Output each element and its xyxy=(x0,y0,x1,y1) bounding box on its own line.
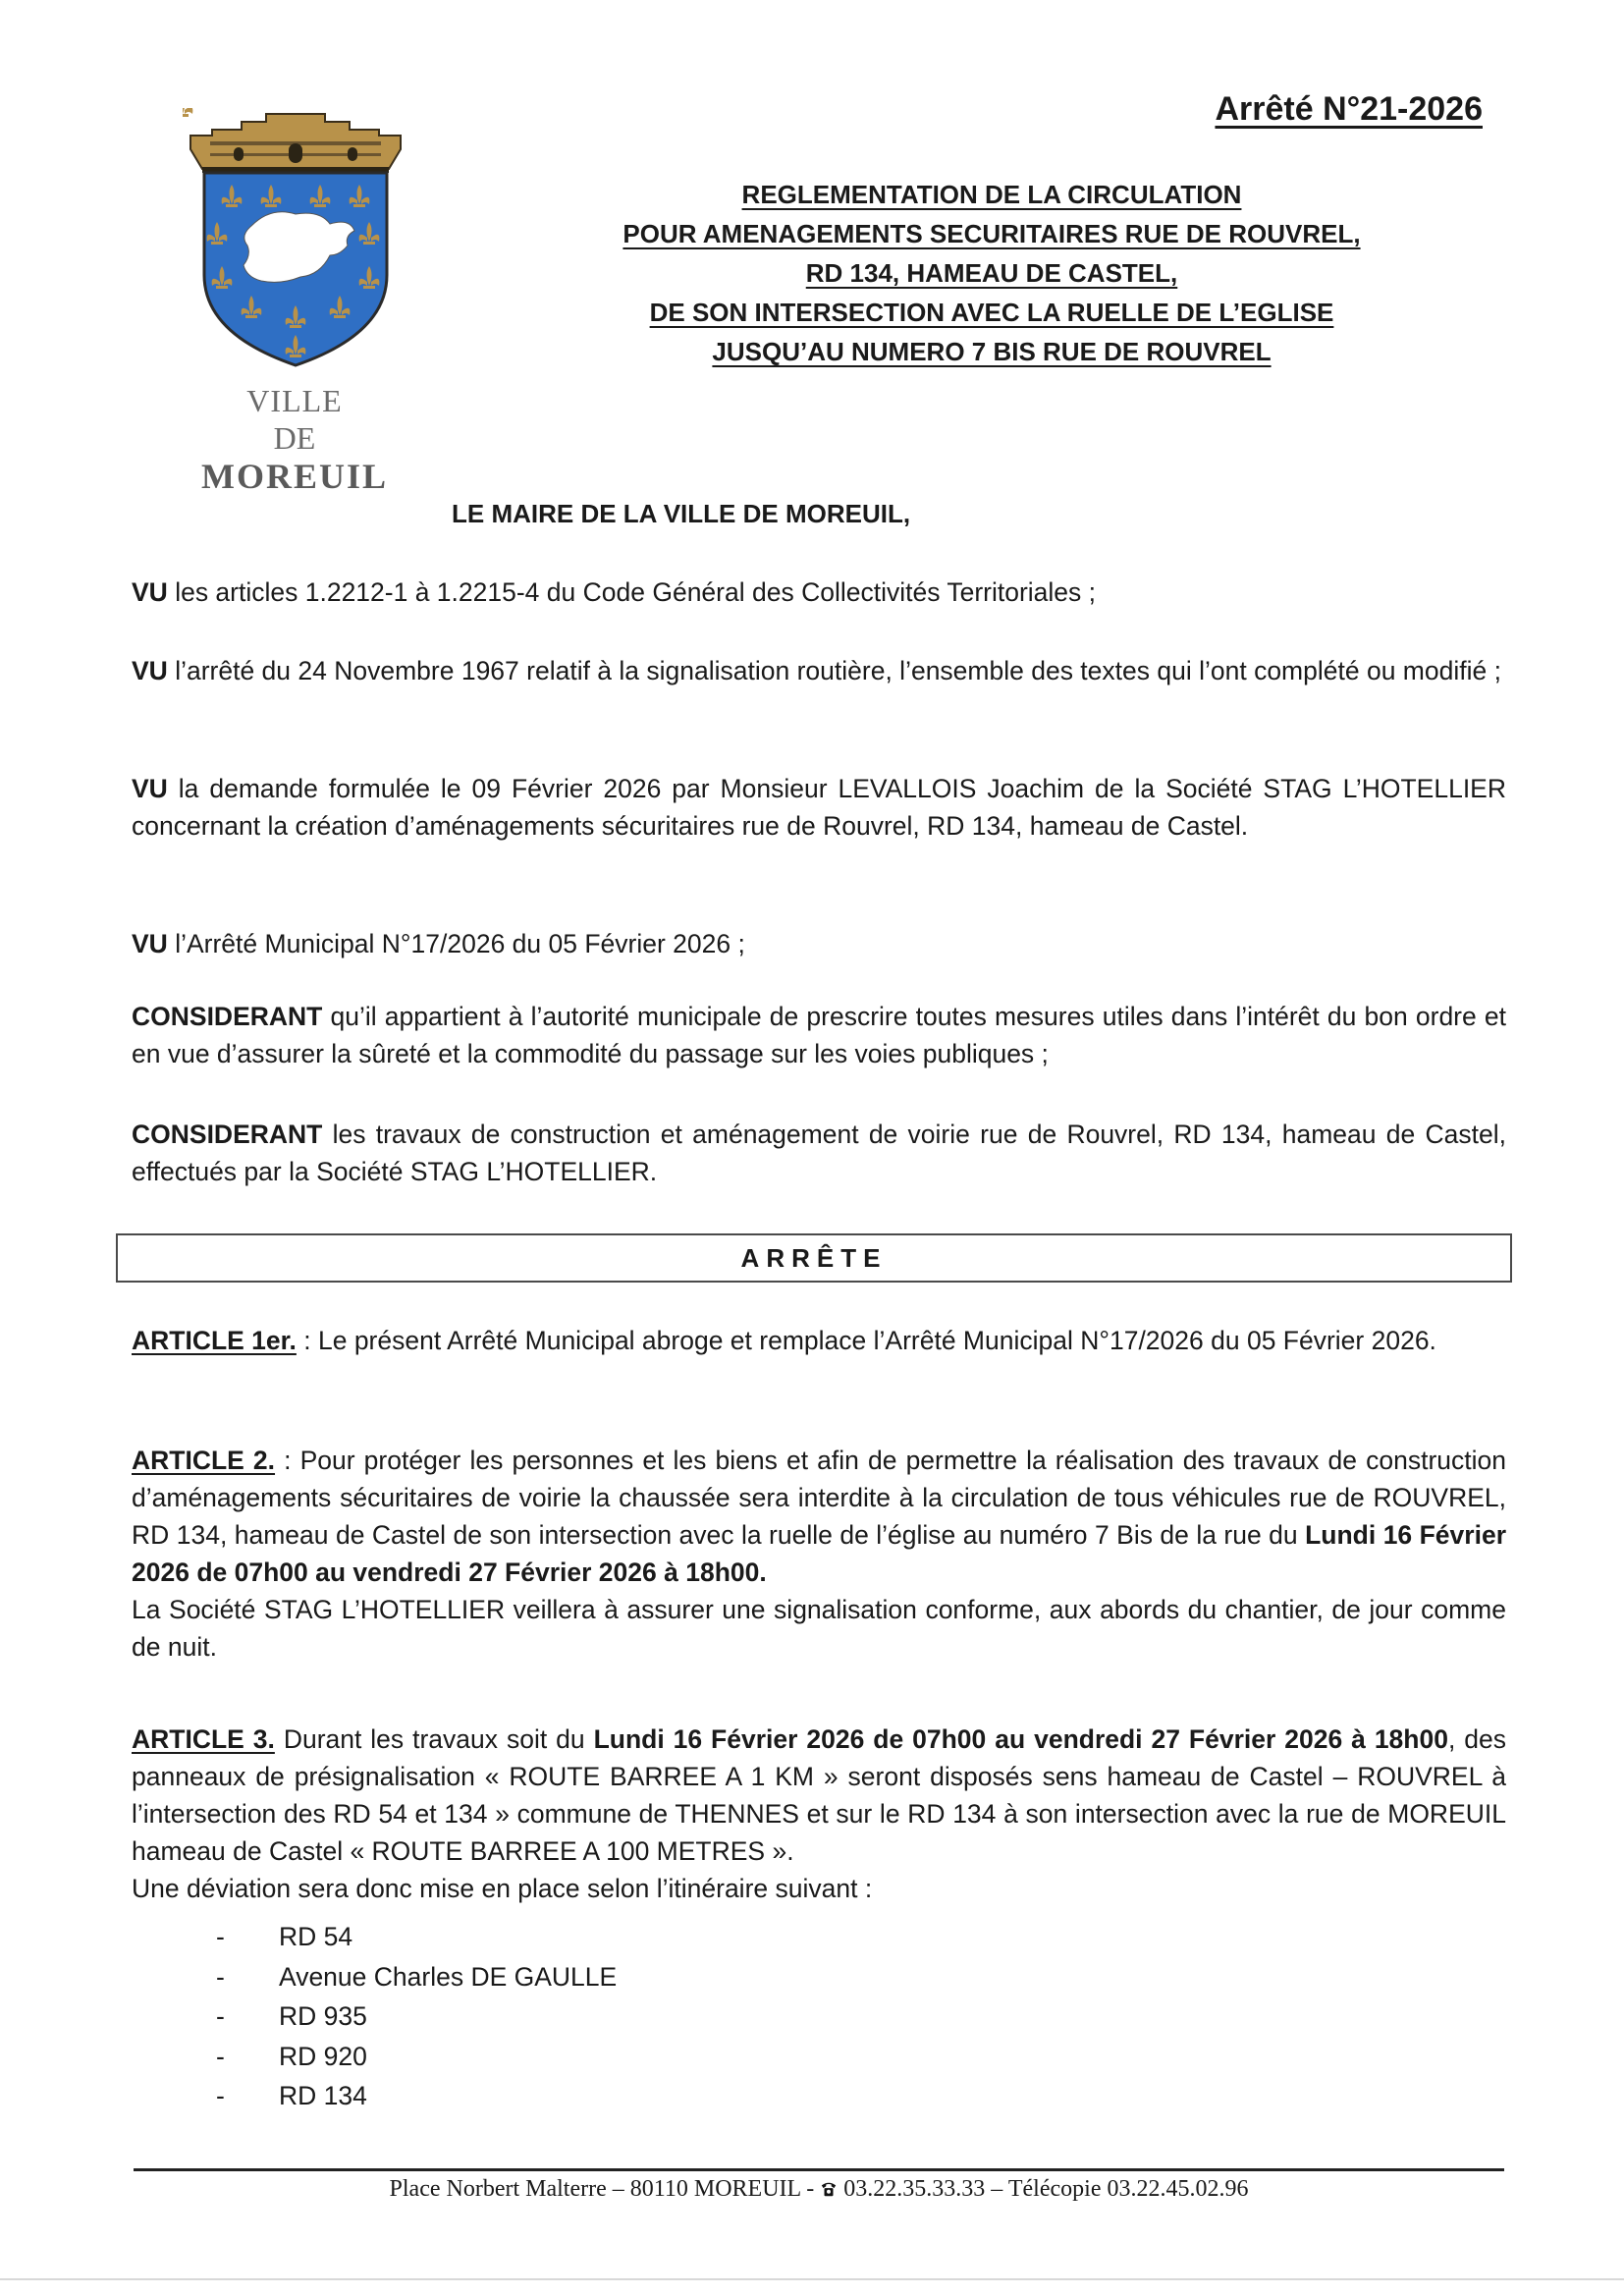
article-text: La Société STAG L’HOTELLIER veillera à assurer une signalisation conforme, aux abords du chantier, de jour comme de nuit. xyxy=(132,1595,1506,1662)
article-3 xyxy=(132,1721,1506,1907)
arrete-heading-box xyxy=(116,1233,1512,1283)
detour-item xyxy=(216,1996,617,2037)
clause-lead: VU xyxy=(132,774,168,803)
footer-address: Place Norbert Malterre – 80110 MOREUIL - xyxy=(389,2176,821,2202)
considerant-clause xyxy=(132,1116,1506,1190)
closure-period: Lundi 16 Février 2026 de 07h00 au vendredi 27 Février 2026 à 18h00. xyxy=(132,1520,1507,1587)
vu-clause xyxy=(132,574,1506,611)
considerant-clause xyxy=(132,998,1506,1072)
title-line: RD 134, HAMEAU DE CASTEL, xyxy=(805,258,1178,288)
closure-period: Lundi 16 Février 2026 de 07h00 au vendredi 27 Février 2026 à 18h00 xyxy=(593,1724,1448,1754)
article-label: ARTICLE 1er. xyxy=(132,1326,297,1355)
vu-clause xyxy=(132,770,1506,845)
arrete-number: Arrêté N°21-2026 xyxy=(1215,90,1483,128)
town-name: MOREUIL xyxy=(200,457,388,496)
detour-item xyxy=(216,1957,617,1997)
coat-of-arms-logo xyxy=(183,108,408,373)
detour-road: RD 935 xyxy=(279,2001,367,2031)
detour-item xyxy=(216,2037,617,2077)
arrete-heading: ARRÊTE xyxy=(740,1243,888,1273)
article-text: : Le présent Arrêté Municipal abroge et remplace l’Arrêté Municipal N°17/2026 du 05 Février 2026. xyxy=(296,1326,1436,1355)
bullet-dash: - xyxy=(216,2081,225,2110)
clause-text: les articles 1.2212-1 à 1.2215-4 du Code Général des Collectivités Territoriales ; xyxy=(167,577,1097,607)
clause-lead: VU xyxy=(132,577,168,607)
article-text: : Pour protéger les personnes et les biens et afin de permettre la réalisation des travaux de construction d’aménagements sécuritaires de voirie la chaussée sera interdite à la circulation de tous véhicules rue de ROUVREL, RD 134, hameau de Castel de son intersection avec la ruelle de l’église au numéro 7 Bis de la rue du xyxy=(132,1446,1506,1550)
title-line: REGLEMENTATION DE LA CIRCULATION xyxy=(741,180,1242,209)
detour-road: Avenue Charles DE GAULLE xyxy=(279,1961,618,1992)
article-text: , des panneaux de présignalisation « ROUTE BARREE A 1 KM » seront disposés sens hameau de Castel – ROUVREL à l’intersection des RD 54 et 134 » commune de THENNES et sur le RD 134 à son intersection avec la rue de MOREUIL hameau de Castel « ROUTE BARREE A 100 METRES ». xyxy=(132,1724,1507,1866)
clause-text: l’arrêté du 24 Novembre 1967 relatif à la signalisation routière, l’ensemble des textes qui l’ont complété ou modifié ; xyxy=(167,656,1501,685)
title-line: DE SON INTERSECTION AVEC LA RUELLE DE L’EGLISE xyxy=(649,298,1334,327)
detour-route-list xyxy=(216,1917,617,2116)
article-label: ARTICLE 2. xyxy=(132,1446,276,1475)
page-edge xyxy=(0,2278,1624,2280)
detour-road: RD 54 xyxy=(279,1922,353,1951)
telephone-icon xyxy=(820,2180,838,2198)
vu-clause xyxy=(132,925,1506,962)
clause-lead: VU xyxy=(132,656,168,685)
title-line: JUSQU’AU NUMERO 7 BIS RUE DE ROUVREL xyxy=(712,337,1272,366)
title-line: POUR AMENAGEMENTS SECURITAIRES RUE DE ROUVREL, xyxy=(623,219,1361,248)
clause-text: l’Arrêté Municipal N°17/2026 du 05 Février 2026 ; xyxy=(167,929,745,958)
town-name-line: DE xyxy=(273,420,316,456)
article-2 xyxy=(132,1442,1506,1666)
footer-contact xyxy=(134,2176,1504,2203)
footer-phone-fax: 03.22.35.33.33 – Télécopie 03.22.45.02.96 xyxy=(838,2176,1249,2202)
issuer-heading: LE MAIRE DE LA VILLE DE MOREUIL, xyxy=(452,499,911,528)
vu-clause xyxy=(132,652,1506,689)
footer-divider xyxy=(134,2168,1504,2171)
detour-road: RD 134 xyxy=(279,2081,367,2110)
bullet-dash: - xyxy=(216,2001,225,2031)
article-label: ARTICLE 3. xyxy=(132,1724,275,1754)
town-name-line: VILLE xyxy=(246,383,343,418)
bullet-dash: - xyxy=(216,1922,225,1951)
bullet-dash: - xyxy=(216,2041,225,2071)
clause-text: qu’il appartient à l’autorité municipale de prescrire toutes mesures utiles dans l’intérêt du bon ordre et en vue d’assurer la sûreté et la commodité du passage sur les voies publiques ; xyxy=(132,1002,1506,1068)
clause-lead: CONSIDERANT xyxy=(132,1002,323,1031)
clause-text: les travaux de construction et aménagement de voirie rue de Rouvrel, RD 134, hameau de Castel, effectués par la Société STAG L’HOTELLIER. xyxy=(132,1120,1506,1186)
clause-text: la demande formulée le 09 Février 2026 par Monsieur LEVALLOIS Joachim de la Société STAG L’HOTELLIER concernant la création d’aménagements sécuritaires rue de Rouvrel, RD 134, hameau de Castel. xyxy=(132,774,1506,841)
document-title xyxy=(589,175,1394,371)
detour-item xyxy=(216,2076,617,2116)
article-text: Durant les travaux soit du xyxy=(274,1724,594,1754)
bullet-dash: - xyxy=(216,1961,225,1992)
clause-lead: CONSIDERANT xyxy=(132,1120,323,1149)
clause-lead: VU xyxy=(132,929,168,958)
article-1 xyxy=(132,1322,1506,1359)
detour-road: RD 920 xyxy=(279,2041,367,2071)
article-text: Une déviation sera donc mise en place selon l’itinéraire suivant : xyxy=(132,1874,873,1903)
detour-item xyxy=(216,1917,617,1957)
